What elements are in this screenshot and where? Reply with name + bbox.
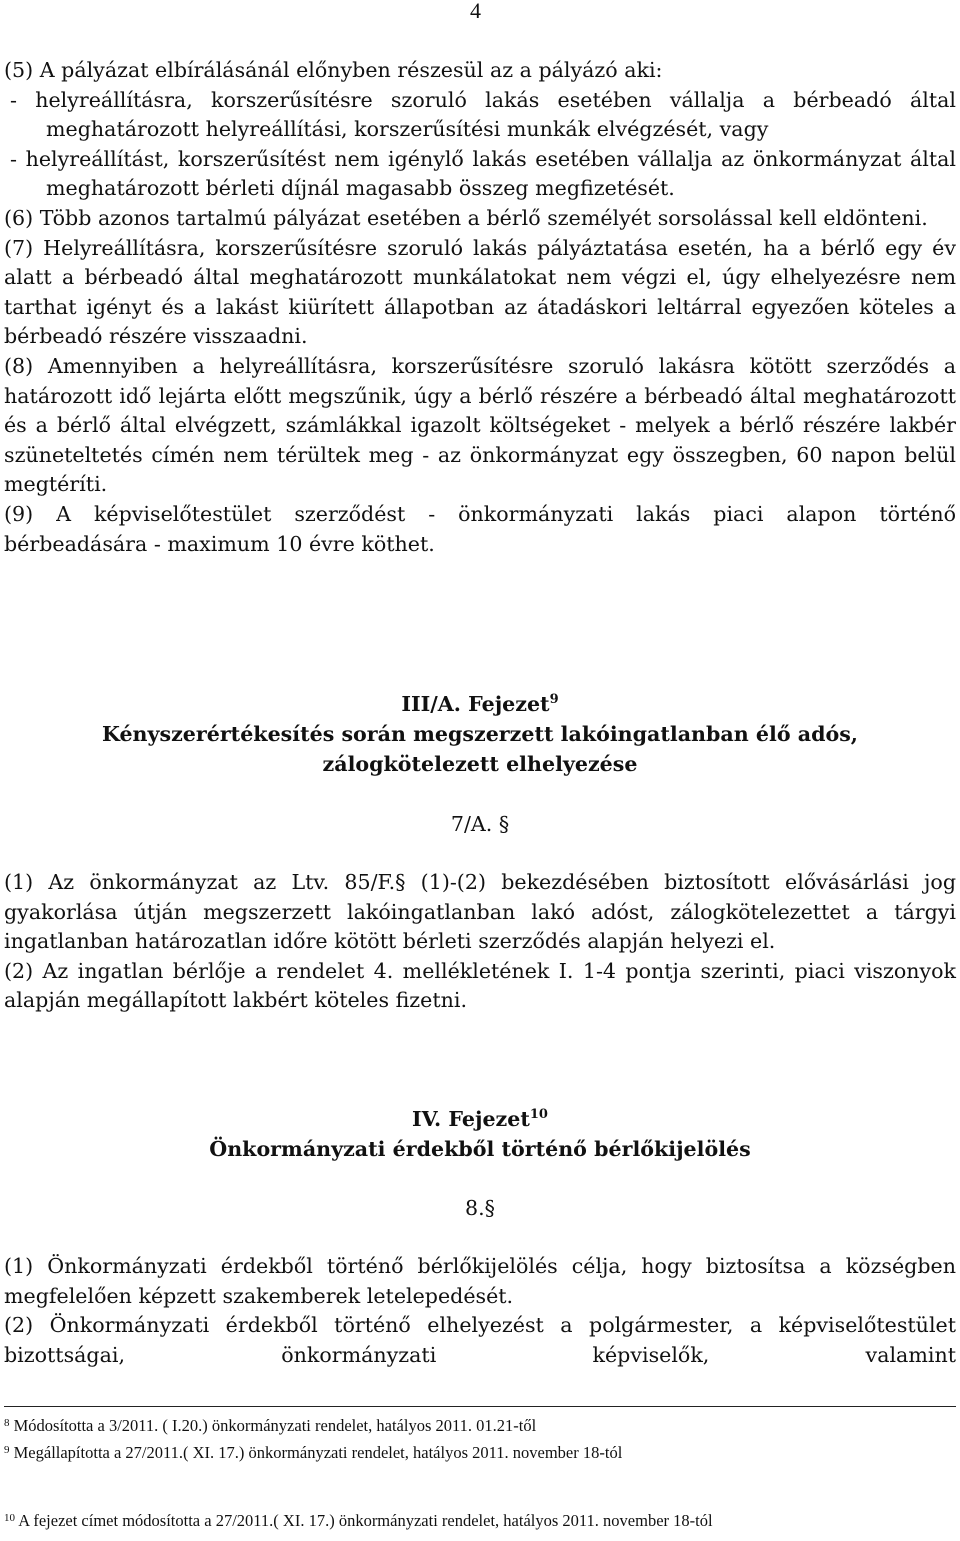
page-number: 4 bbox=[470, 0, 481, 23]
paragraph-6: (6) Több azonos tartalmú pályázat esetében a bérlő személyét sorsolással kell eldönteni. bbox=[4, 205, 928, 230]
paragraph-7a-2: (2) Az ingatlan bérlője a rendelet 4. mellékletének I. 1-4 pontja szerinti, piaci viszonyok alapján megállapított lakbért köteles fizetni. bbox=[4, 958, 956, 1013]
footnote-9-number: 9 bbox=[4, 1444, 10, 1456]
footnote-10-text: A fejezet címet módosította a 27/2011.( XI. 17.) önkormányzati rendelet, hatályos 2011. november 18-tól bbox=[18, 1511, 713, 1530]
footnote-separator bbox=[4, 1406, 956, 1407]
footnote-ref-9: 9 bbox=[549, 692, 559, 708]
chapter-3a-heading-text: III/A. Fejezet bbox=[401, 692, 550, 716]
footnote-9 bbox=[4, 1443, 622, 1463]
paragraph-9: (9) A képviselőtestület szerződést - önkormányzati lakás piaci alapon történő bérbeadására - maximum 10 évre köthet. bbox=[4, 501, 956, 556]
paragraph-5-item-1: - helyreállításra, korszerűsítésre szoruló lakás esetében vállalja a bérbeadó által meghatározott helyreállítási, korszerűsítési munkák elvégzését, vagy bbox=[10, 87, 956, 142]
chapter-4-title: Önkormányzati érdekből történő bérlőkijelölés bbox=[209, 1137, 751, 1161]
chapter-4-heading-text: IV. Fejezet bbox=[412, 1107, 530, 1131]
chapter-3a-text-block bbox=[4, 868, 956, 1016]
paragraph-8-number: 8.§ bbox=[465, 1196, 495, 1220]
paragraph-8: (8) Amennyiben a helyreállításra, korszerűsítésre szoruló lakásra kötött szerződés a határozott idő lejárta előtt megszűnik, úgy a bérlő részére a bérbeadó által meghatározott és a bérlő által elvégzett, számlákkal igazolt költségeket - melyek a bérlő részére lakbér szüneteltetés címén nem térültek meg - az önkormányzat egy összegben, 60 napon belül megtéríti. bbox=[4, 353, 956, 497]
footnote-10 bbox=[4, 1511, 713, 1531]
paragraph-5-intro: (5) A pályázat elbírálásánál előnyben részesül az a pályázó aki: bbox=[4, 58, 663, 82]
footnote-10-number: 10 bbox=[4, 1512, 15, 1524]
paragraph-7: (7) Helyreállításra, korszerűsítésre szoruló lakás pályáztatása esetén, ha a bérlő egy év alatt a bérbeadó által meghatározott munkálatokat nem végzi el, úgy elhelyezésre nem tarthat igényt és a lakást kiürített állapotban az átadáskori leltárral egyezően köteles a bérbeadó részére visszaadni. bbox=[4, 235, 956, 349]
paragraph-7a-number: 7/A. § bbox=[450, 812, 510, 836]
footnote-9-text: Megállapította a 27/2011.( XI. 17.) önkormányzati rendelet, hatályos 2011. november 18-tól bbox=[13, 1443, 623, 1462]
paragraph-8-2: (2) Önkormányzati érdekből történő elhelyezést a polgármester, a képviselőtestület bizottságai, önkormányzati képviselők, valamint bbox=[4, 1313, 956, 1367]
footnote-8-text: Módosította a 3/2011. ( I.20.) önkormányzati rendelet, hatályos 2011. 01.21-től bbox=[13, 1416, 537, 1435]
footnote-8 bbox=[4, 1416, 536, 1436]
chapter-3a-title-line-2: zálogkötelezett elhelyezése bbox=[322, 752, 638, 776]
paragraph-5-item-2: - helyreállítást, korszerűsítést nem igénylő lakás esetében vállalja az önkormányzat által meghatározott bérleti díjnál magasabb összeg megfizetését. bbox=[10, 146, 956, 201]
footnote-8-number: 8 bbox=[4, 1417, 10, 1429]
paragraph-8-1: (1) Önkormányzati érdekből történő bérlőkijelölés célja, hogy biztosítsa a községben megfelelően képzett szakemberek letelepedését. bbox=[4, 1254, 956, 1308]
paragraph-7a-1: (1) Az önkormányzat az Ltv. 85/F.§ (1)-(2) bekezdésében biztosított elővásárlási jog gyakorlása útján megszerzett lakóingatlanban lakó adóst, zálogkötelezettet a tárgyi ingatlanban határozatlan időre kötött bérleti szerződés alapján helyezi el. bbox=[4, 870, 956, 954]
top-text-block bbox=[4, 56, 956, 559]
chapter-4-heading bbox=[0, 1105, 960, 1135]
chapter-4-text-block bbox=[4, 1252, 956, 1370]
chapter-3a-heading bbox=[0, 690, 960, 720]
footnote-ref-10: 10 bbox=[529, 1107, 548, 1123]
chapter-3a-title-line-1: Kényszerértékesítés során megszerzett lakóingatlanban élő adós, bbox=[102, 722, 858, 746]
